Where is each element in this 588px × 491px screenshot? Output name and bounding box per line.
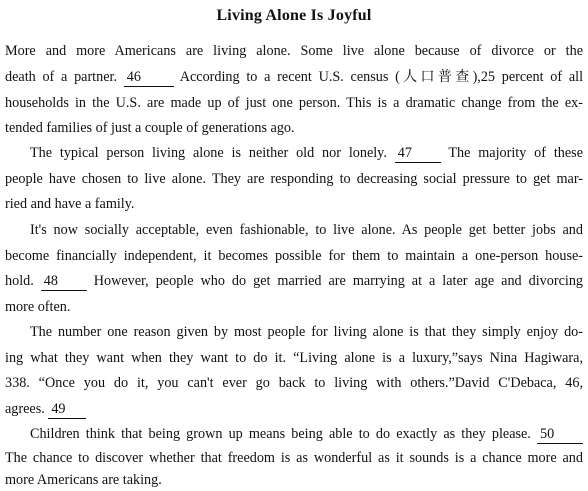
line-text: The majority of these <box>448 145 583 161</box>
blank-50: 50 <box>537 426 583 444</box>
text-line: more Americans are taking. <box>5 472 162 488</box>
blank-49: 49 <box>48 401 86 419</box>
text-line: 338. “Once you do it, you can't ever go back to living with others.”David C'Debaca, 46, <box>5 375 583 391</box>
text-line: households in the U.S. are made up of just one person. This is a dramatic change from the ex- <box>5 95 583 111</box>
text-line: More and more Americans are living alone. Some live alone because of divorce or the <box>5 43 583 59</box>
blank-47: 47 <box>395 145 441 163</box>
line-text: Children think that being grown up means being able to do exactly as they please. <box>30 426 531 442</box>
line-text: hold. <box>5 273 34 289</box>
text-line: become financially independent, it becomes possible for them to maintain a one-person house- <box>5 248 583 264</box>
text-line: people have chosen to live alone. They are responding to decreasing social pressure to get mar- <box>5 171 583 187</box>
text-line: It's now socially acceptable, even fashionable, to live alone. As people get better jobs and <box>30 222 583 238</box>
blank-46: 46 <box>124 69 174 87</box>
line-text: death of a partner. <box>5 69 118 85</box>
text-line: ing what they want when they want to do it. “Living alone is a luxury,”says Nina Hagiwara, <box>5 350 583 366</box>
text-line: tended families of just a couple of generations ago. <box>5 120 295 136</box>
line-text: agrees. <box>5 401 45 417</box>
document-title: Living Alone Is Joyful <box>216 7 372 24</box>
text-line <box>5 67 583 88</box>
text-line <box>30 424 583 445</box>
text-line <box>5 271 583 292</box>
blank-48: 48 <box>41 273 87 291</box>
line-text: According to a recent U.S. census (人口普查),25 percent of all <box>179 69 583 85</box>
text-line: The number one reason given by most people for living alone is that they simply enjoy do- <box>30 324 583 340</box>
text-line: ried and have a family. <box>5 196 135 212</box>
text-line <box>30 143 583 164</box>
line-text: The typical person living alone is neither old nor lonely. <box>30 145 387 161</box>
line-text: However, people who do get married are marrying at a later age and divorcing <box>93 273 583 289</box>
text-line: more often. <box>5 299 71 315</box>
text-line: The chance to discover whether that freedom is as wonderful as it sounds is a chance more and <box>5 450 583 466</box>
text-line <box>5 399 583 420</box>
